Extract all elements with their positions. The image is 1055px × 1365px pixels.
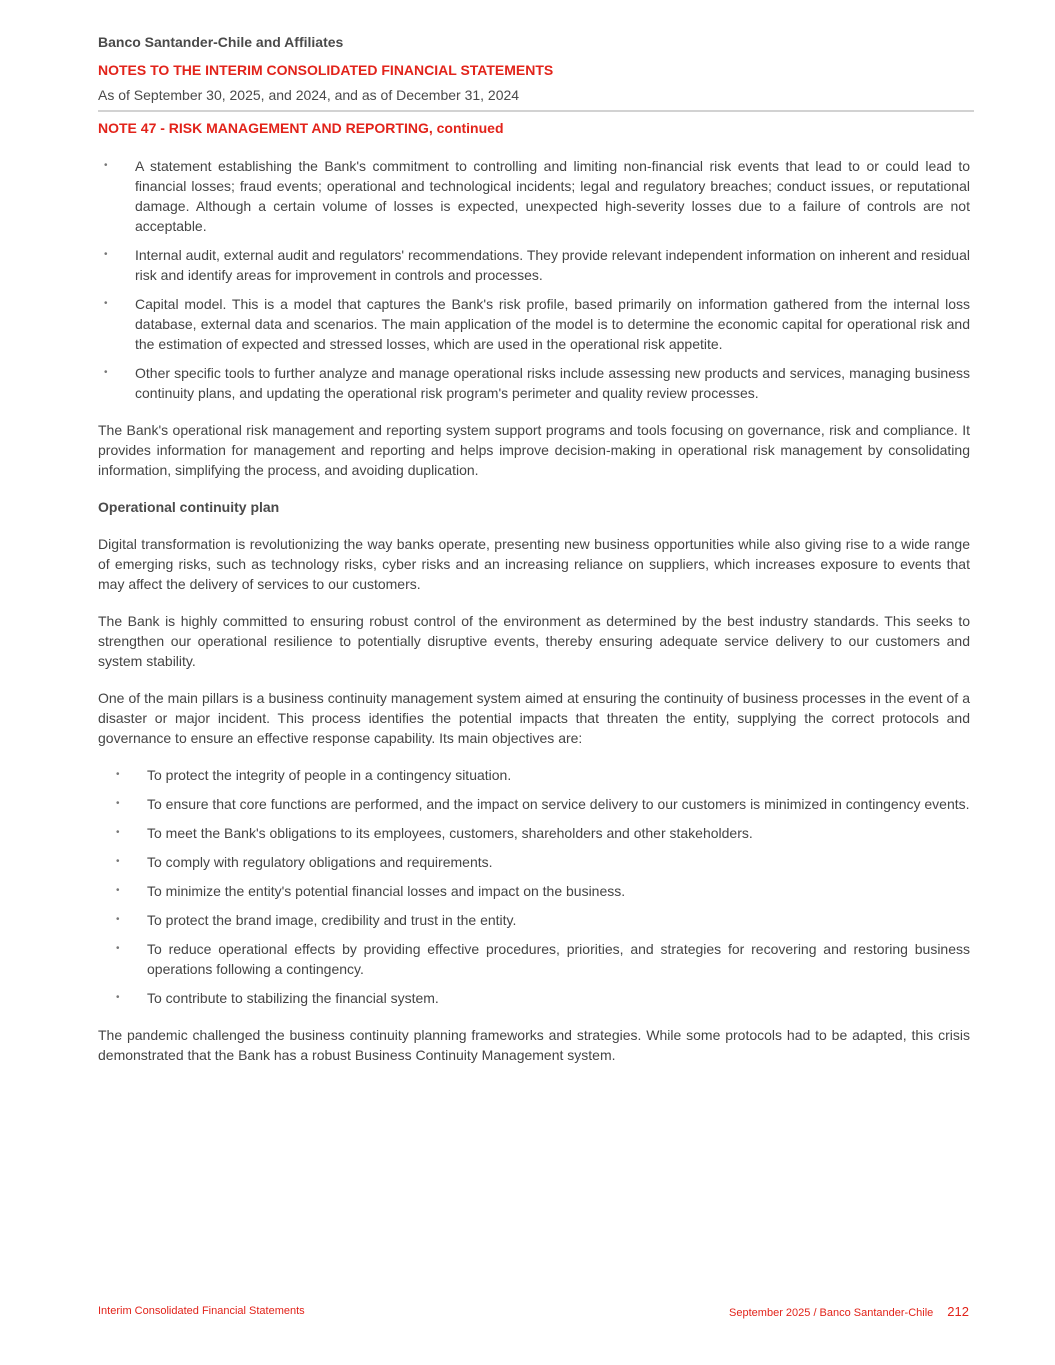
header-divider — [98, 110, 974, 112]
section-heading: Operational continuity plan — [98, 499, 280, 515]
paragraph-pandemic: The pandemic challenged the business continuity planning frameworks and strategies. While some protocols had to be adapted, this crisis demonstrated that the Bank has a robust Business Continuity Management system. — [98, 1027, 970, 1063]
list-item: • To protect the integrity of people in a contingency situation. — [98, 765, 970, 785]
company-name: Banco Santander-Chile and Affiliates — [98, 34, 344, 50]
list-item: • A statement establishing the Bank's commitment to controlling and limiting non-financial risk events that lead to or could lead to financial losses; fraud events; operational and technological incidents; legal and regulatory breaches; conduct issues, or reputational damage. Although a certain volume of losses is expected, unexpected high-severity losses due to a failure of controls are not acceptable. — [98, 156, 970, 236]
list-item: • Internal audit, external audit and regulators' recommendations. They provide relevant independent information on inherent and residual risk and identify areas for improvement in controls and processes. — [98, 245, 970, 285]
list-item: • To minimize the entity's potential financial losses and impact on the business. — [98, 881, 970, 901]
reporting-period: As of September 30, 2025, and 2024, and as of December 31, 2024 — [98, 87, 520, 103]
objectives-list — [98, 765, 970, 1008]
page-number: 212 — [947, 1304, 969, 1319]
note-title: NOTE 47 - RISK MANAGEMENT AND REPORTING, continued — [98, 120, 504, 136]
document-title: NOTES TO THE INTERIM CONSOLIDATED FINANCIAL STATEMENTS — [98, 62, 554, 78]
note-content — [98, 156, 970, 1082]
list-item: • To protect the brand image, credibility and trust in the entity. — [98, 910, 970, 930]
paragraph-risk-system: The Bank's operational risk management and reporting system support programs and tools focusing on governance, risk and compliance. It provides information for management and reporting and helps improve decision-making in operational risk management by consolidating information, simplifying the process, and avoiding duplication. — [98, 422, 970, 478]
paragraph-commitment: The Bank is highly committed to ensuring robust control of the environment as determined by the best industry standards. This seeks to strengthen our operational resilience to potentially disruptive events, thereby ensuring adequate service delivery to our customers and system stability. — [98, 613, 970, 669]
list-item: • To reduce operational effects by providing effective procedures, priorities, and strategies for recovering and restoring business operations following a contingency. — [98, 939, 970, 979]
footer-right — [729, 1304, 969, 1319]
list-item: • Other specific tools to further analyze and manage operational risks include assessing new products and services, managing business continuity plans, and updating the operational risk program's perimeter and quality review processes. — [98, 363, 970, 403]
list-item: • To contribute to stabilizing the financial system. — [98, 988, 970, 1008]
footer-document-name: Interim Consolidated Financial Statements — [98, 1305, 305, 1317]
footer-edition: September 2025 / Banco Santander-Chile — [729, 1307, 934, 1319]
list-item: • To comply with regulatory obligations and requirements. — [98, 852, 970, 872]
list-item: • Capital model. This is a model that captures the Bank's risk profile, based primarily on information gathered from the internal loss database, external data and scenarios. The main application of the model is to determine the economic capital for operational risk and the estimation of expected and stressed losses, which are used in the operational risk appetite. — [98, 294, 970, 354]
list-item: • To ensure that core functions are performed, and the impact on service delivery to our customers is minimized in contingency events. — [98, 794, 970, 814]
paragraph-main-pillars: One of the main pillars is a business continuity management system aimed at ensuring the continuity of business processes in the event of a disaster or major incident. This process identifies the potential impacts that threaten the entity, supplying the correct protocols and governance to ensure an effective response capability. Its main objectives are: — [98, 690, 970, 746]
tools-list — [98, 156, 970, 403]
paragraph-digital-transformation: Digital transformation is revolutionizing the way banks operate, presenting new business opportunities while also giving rise to a wide range of emerging risks, such as technology risks, cyber risks and an increasing reliance on suppliers, which increases exposure to events that may affect the delivery of services to our customers. — [98, 536, 970, 592]
list-item: • To meet the Bank's obligations to its employees, customers, shareholders and other stakeholders. — [98, 823, 970, 843]
